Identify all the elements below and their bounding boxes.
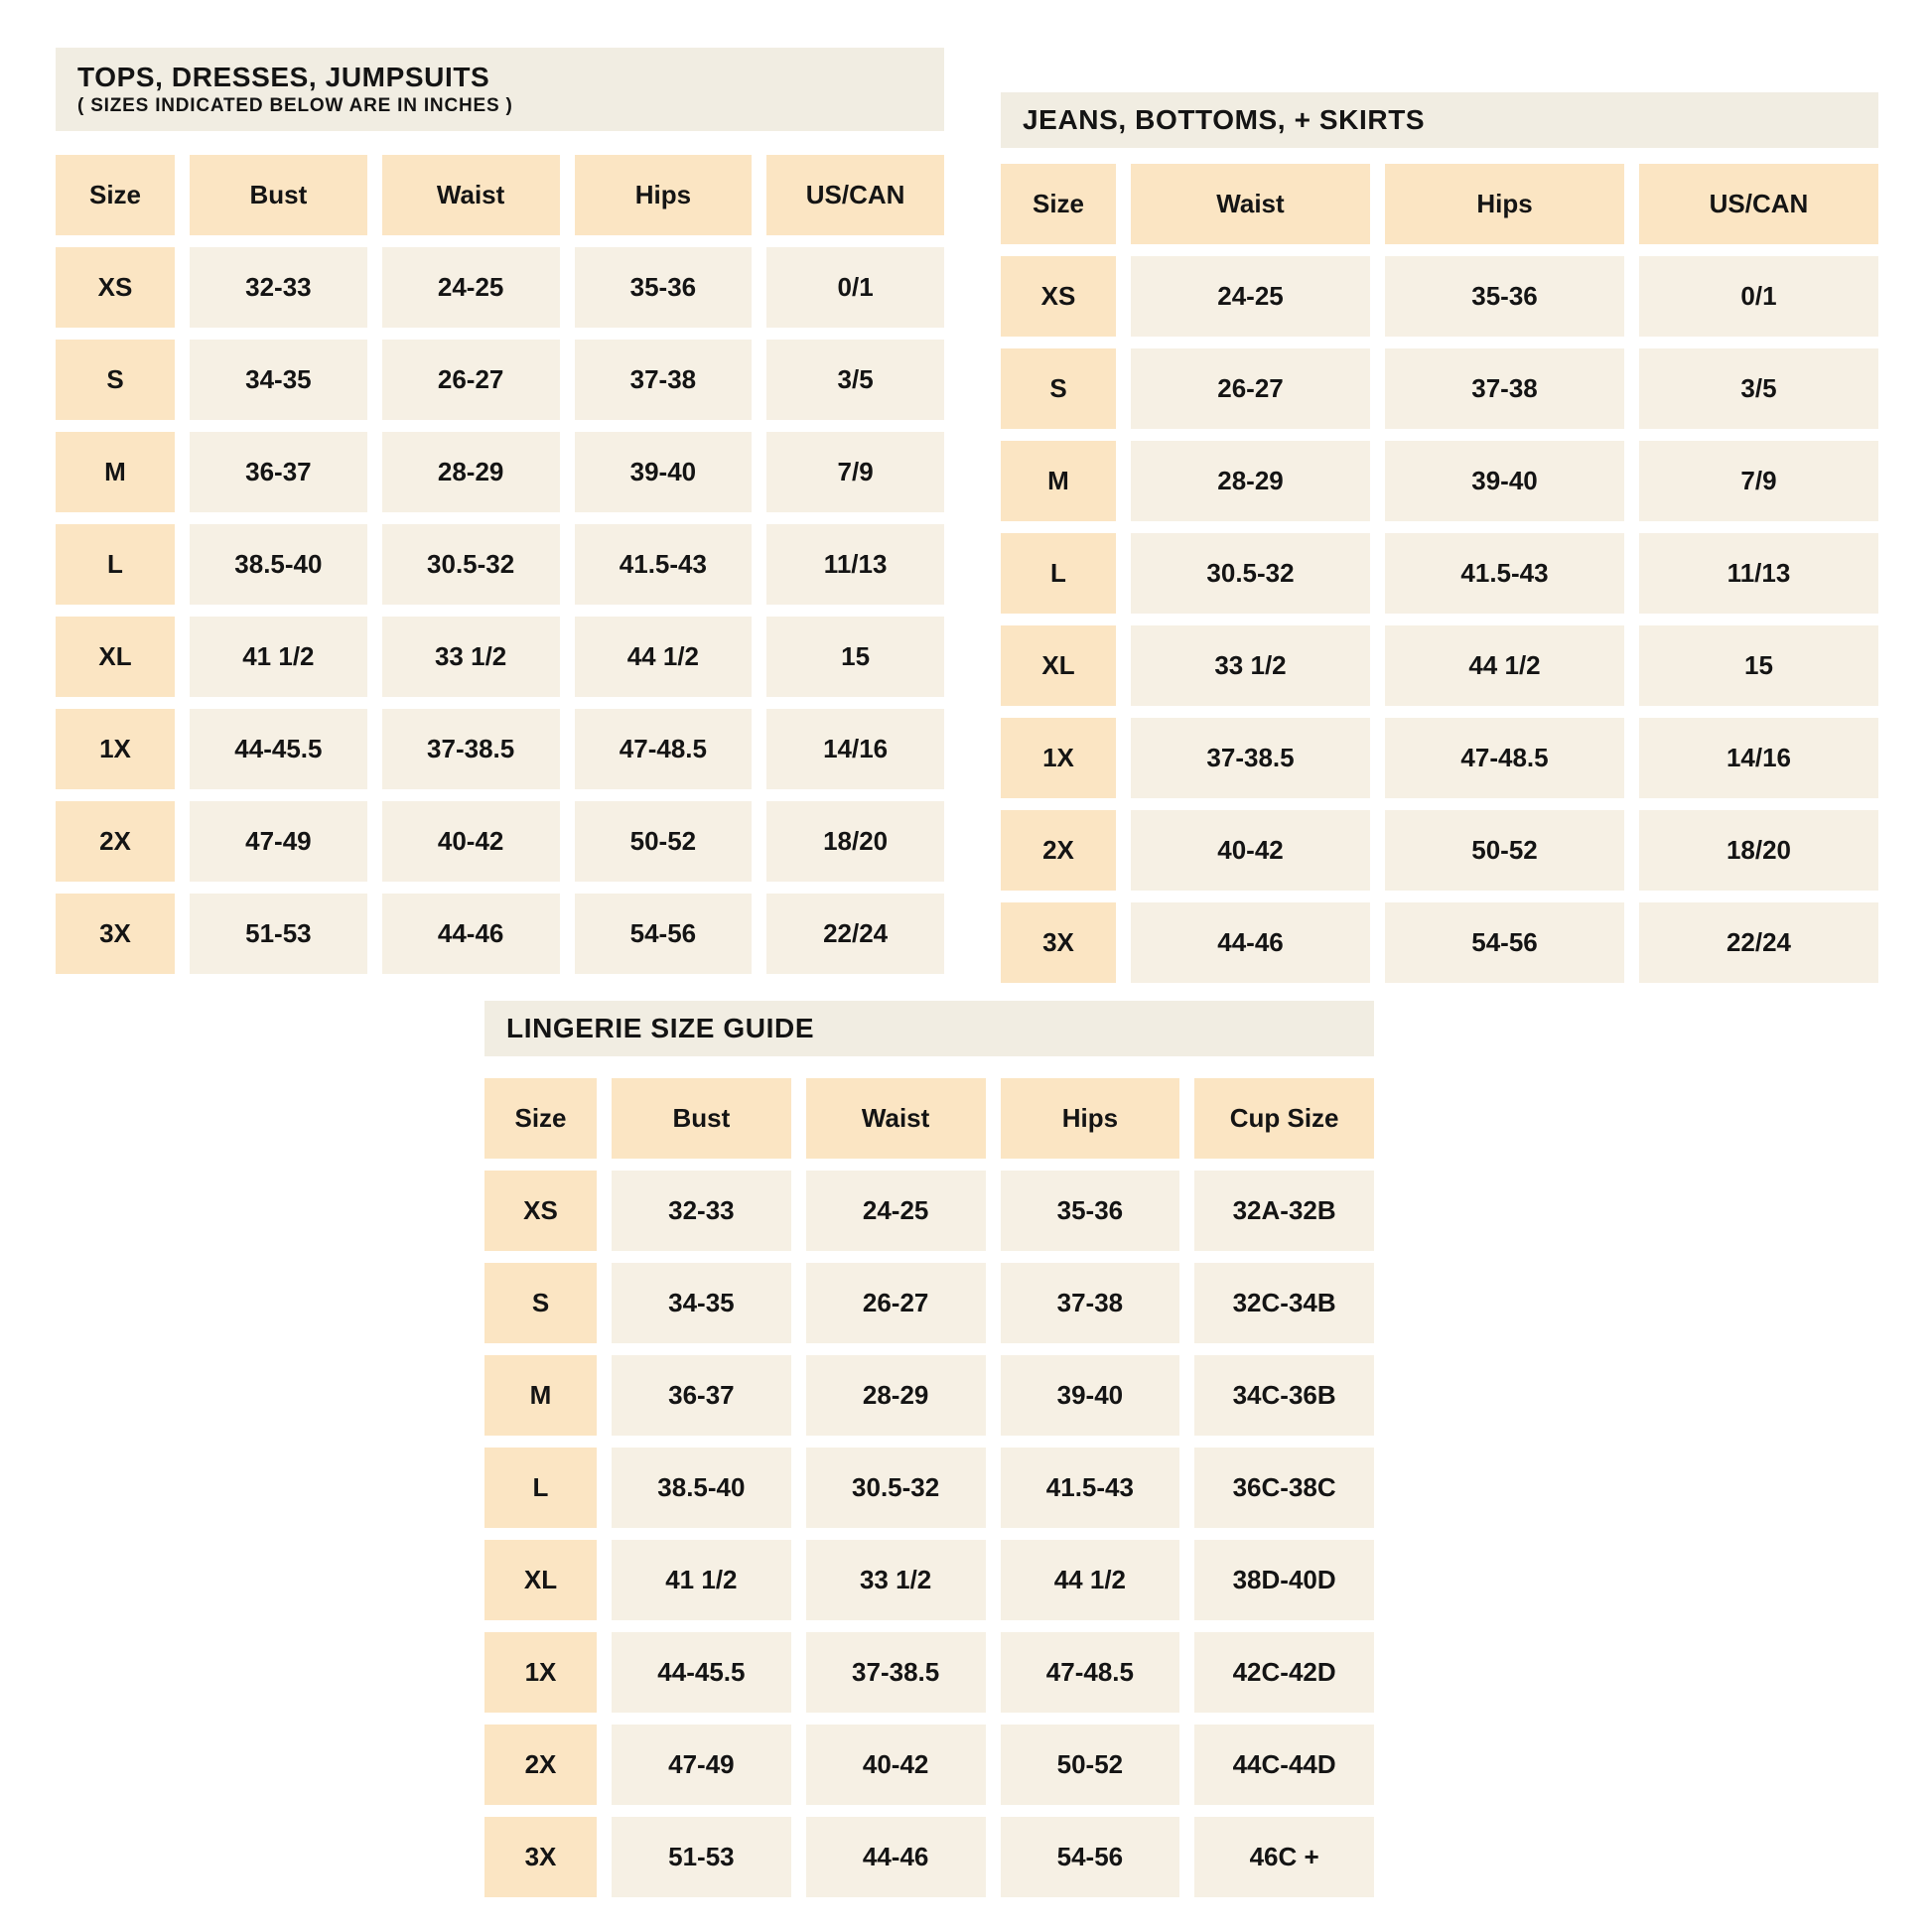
jeans-value-cell-hips-row-6: 47-48.5: [1385, 718, 1624, 798]
jeans-size-cell-1x: 1X: [1001, 718, 1116, 798]
lingerie-value-cell-hips-row-7: 50-52: [1001, 1725, 1180, 1805]
lingerie-value-cell-waist-row-2: 26-27: [806, 1263, 986, 1343]
lingerie-grid: [484, 1078, 1374, 1897]
tops-value-cell-hips-row-5: 44 1/2: [575, 617, 753, 697]
lingerie-value-cell-waist-row-3: 28-29: [806, 1355, 986, 1436]
lingerie-size-cell-s: S: [484, 1263, 597, 1343]
tops-value-cell-us-can-row-8: 22/24: [766, 894, 944, 974]
tops-value-cell-waist-row-8: 44-46: [382, 894, 560, 974]
jeans-value-cell-us-can-row-7: 18/20: [1639, 810, 1878, 891]
jeans-value-cell-waist-row-1: 24-25: [1131, 256, 1370, 337]
tops-column-header-size: Size: [56, 155, 175, 235]
jeans-value-cell-waist-row-4: 30.5-32: [1131, 533, 1370, 614]
jeans-value-cell-hips-row-2: 37-38: [1385, 348, 1624, 429]
lingerie-value-cell-waist-row-1: 24-25: [806, 1171, 986, 1251]
lingerie-table-title: LINGERIE SIZE GUIDE: [506, 1013, 815, 1043]
lingerie-size-cell-l: L: [484, 1448, 597, 1528]
jeans-value-cell-hips-row-4: 41.5-43: [1385, 533, 1624, 614]
lingerie-value-cell-hips-row-6: 47-48.5: [1001, 1632, 1180, 1713]
lingerie-column-header-bust: Bust: [612, 1078, 791, 1159]
tops-size-cell-2x: 2X: [56, 801, 175, 882]
jeans-value-cell-hips-row-3: 39-40: [1385, 441, 1624, 521]
lingerie-value-cell-cup-size-row-4: 36C-38C: [1194, 1448, 1374, 1528]
tops-value-cell-hips-row-7: 50-52: [575, 801, 753, 882]
jeans-value-cell-hips-row-1: 35-36: [1385, 256, 1624, 337]
lingerie-size-cell-m: M: [484, 1355, 597, 1436]
jeans-size-cell-3x: 3X: [1001, 902, 1116, 983]
tops-size-cell-3x: 3X: [56, 894, 175, 974]
jeans-size-cell-xl: XL: [1001, 625, 1116, 706]
tops-size-cell-l: L: [56, 524, 175, 605]
jeans-value-cell-us-can-row-3: 7/9: [1639, 441, 1878, 521]
tops-table-subtitle: ( SIZES INDICATED BELOW ARE IN INCHES ): [77, 95, 513, 116]
tops-size-cell-xl: XL: [56, 617, 175, 697]
tops-value-cell-bust-row-3: 36-37: [190, 432, 367, 512]
lingerie-value-cell-hips-row-8: 54-56: [1001, 1817, 1180, 1897]
tops-value-cell-us-can-row-6: 14/16: [766, 709, 944, 789]
tops-value-cell-waist-row-3: 28-29: [382, 432, 560, 512]
tops-value-cell-waist-row-1: 24-25: [382, 247, 560, 328]
lingerie-size-cell-3x: 3X: [484, 1817, 597, 1897]
lingerie-value-cell-cup-size-row-7: 44C-44D: [1194, 1725, 1374, 1805]
jeans-title-box: [1001, 92, 1878, 148]
lingerie-column-header-cup-size: Cup Size: [1194, 1078, 1374, 1159]
jeans-column-header-size: Size: [1001, 164, 1116, 244]
jeans-size-cell-xs: XS: [1001, 256, 1116, 337]
tops-value-cell-waist-row-5: 33 1/2: [382, 617, 560, 697]
jeans-value-cell-hips-row-5: 44 1/2: [1385, 625, 1624, 706]
lingerie-value-cell-bust-row-4: 38.5-40: [612, 1448, 791, 1528]
tops-value-cell-us-can-row-4: 11/13: [766, 524, 944, 605]
jeans-column-header-us-can: US/CAN: [1639, 164, 1878, 244]
lingerie-value-cell-bust-row-2: 34-35: [612, 1263, 791, 1343]
jeans-value-cell-us-can-row-1: 0/1: [1639, 256, 1878, 337]
jeans-value-cell-waist-row-2: 26-27: [1131, 348, 1370, 429]
tops-value-cell-hips-row-2: 37-38: [575, 340, 753, 420]
tops-value-cell-us-can-row-7: 18/20: [766, 801, 944, 882]
tops-size-cell-1x: 1X: [56, 709, 175, 789]
lingerie-value-cell-bust-row-8: 51-53: [612, 1817, 791, 1897]
lingerie-value-cell-bust-row-6: 44-45.5: [612, 1632, 791, 1713]
tops-value-cell-bust-row-2: 34-35: [190, 340, 367, 420]
jeans-column-header-waist: Waist: [1131, 164, 1370, 244]
lingerie-size-cell-1x: 1X: [484, 1632, 597, 1713]
lingerie-value-cell-waist-row-4: 30.5-32: [806, 1448, 986, 1528]
tops-column-header-hips: Hips: [575, 155, 753, 235]
tops-value-cell-hips-row-6: 47-48.5: [575, 709, 753, 789]
tops-value-cell-hips-row-3: 39-40: [575, 432, 753, 512]
lingerie-value-cell-cup-size-row-5: 38D-40D: [1194, 1540, 1374, 1620]
jeans-grid: [1001, 164, 1878, 983]
lingerie-column-header-hips: Hips: [1001, 1078, 1180, 1159]
tops-size-cell-m: M: [56, 432, 175, 512]
jeans-value-cell-waist-row-6: 37-38.5: [1131, 718, 1370, 798]
tops-value-cell-waist-row-2: 26-27: [382, 340, 560, 420]
tops-grid: [56, 155, 944, 974]
lingerie-value-cell-bust-row-5: 41 1/2: [612, 1540, 791, 1620]
lingerie-value-cell-cup-size-row-6: 42C-42D: [1194, 1632, 1374, 1713]
jeans-value-cell-hips-row-7: 50-52: [1385, 810, 1624, 891]
tops-value-cell-us-can-row-2: 3/5: [766, 340, 944, 420]
tops-value-cell-us-can-row-5: 15: [766, 617, 944, 697]
jeans-value-cell-us-can-row-8: 22/24: [1639, 902, 1878, 983]
jeans-size-cell-m: M: [1001, 441, 1116, 521]
tops-size-cell-s: S: [56, 340, 175, 420]
lingerie-column-header-size: Size: [484, 1078, 597, 1159]
lingerie-value-cell-hips-row-2: 37-38: [1001, 1263, 1180, 1343]
jeans-value-cell-hips-row-8: 54-56: [1385, 902, 1624, 983]
jeans-value-cell-us-can-row-5: 15: [1639, 625, 1878, 706]
lingerie-value-cell-waist-row-5: 33 1/2: [806, 1540, 986, 1620]
tops-size-table: [56, 48, 944, 974]
tops-value-cell-waist-row-6: 37-38.5: [382, 709, 560, 789]
tops-value-cell-bust-row-4: 38.5-40: [190, 524, 367, 605]
lingerie-value-cell-waist-row-7: 40-42: [806, 1725, 986, 1805]
tops-value-cell-waist-row-7: 40-42: [382, 801, 560, 882]
tops-value-cell-hips-row-4: 41.5-43: [575, 524, 753, 605]
lingerie-value-cell-bust-row-1: 32-33: [612, 1171, 791, 1251]
lingerie-value-cell-bust-row-3: 36-37: [612, 1355, 791, 1436]
lingerie-value-cell-hips-row-5: 44 1/2: [1001, 1540, 1180, 1620]
lingerie-size-table: [484, 1001, 1374, 1897]
tops-value-cell-bust-row-7: 47-49: [190, 801, 367, 882]
lingerie-value-cell-hips-row-4: 41.5-43: [1001, 1448, 1180, 1528]
lingerie-value-cell-hips-row-1: 35-36: [1001, 1171, 1180, 1251]
tops-value-cell-bust-row-1: 32-33: [190, 247, 367, 328]
tops-value-cell-waist-row-4: 30.5-32: [382, 524, 560, 605]
lingerie-title-box: [484, 1001, 1374, 1056]
tops-column-header-us-can: US/CAN: [766, 155, 944, 235]
jeans-value-cell-us-can-row-6: 14/16: [1639, 718, 1878, 798]
lingerie-column-header-waist: Waist: [806, 1078, 986, 1159]
jeans-table-title: JEANS, BOTTOMS, + SKIRTS: [1023, 104, 1426, 135]
jeans-size-cell-2x: 2X: [1001, 810, 1116, 891]
jeans-value-cell-waist-row-7: 40-42: [1131, 810, 1370, 891]
jeans-value-cell-waist-row-8: 44-46: [1131, 902, 1370, 983]
lingerie-value-cell-bust-row-7: 47-49: [612, 1725, 791, 1805]
lingerie-value-cell-cup-size-row-3: 34C-36B: [1194, 1355, 1374, 1436]
tops-value-cell-us-can-row-3: 7/9: [766, 432, 944, 512]
jeans-value-cell-waist-row-3: 28-29: [1131, 441, 1370, 521]
lingerie-size-cell-2x: 2X: [484, 1725, 597, 1805]
tops-value-cell-hips-row-1: 35-36: [575, 247, 753, 328]
tops-size-cell-xs: XS: [56, 247, 175, 328]
jeans-value-cell-waist-row-5: 33 1/2: [1131, 625, 1370, 706]
lingerie-size-cell-xs: XS: [484, 1171, 597, 1251]
jeans-value-cell-us-can-row-2: 3/5: [1639, 348, 1878, 429]
jeans-size-table: [1001, 92, 1878, 983]
jeans-column-header-hips: Hips: [1385, 164, 1624, 244]
jeans-size-cell-l: L: [1001, 533, 1116, 614]
jeans-value-cell-us-can-row-4: 11/13: [1639, 533, 1878, 614]
tops-value-cell-bust-row-8: 51-53: [190, 894, 367, 974]
lingerie-value-cell-waist-row-8: 44-46: [806, 1817, 986, 1897]
lingerie-size-cell-xl: XL: [484, 1540, 597, 1620]
lingerie-value-cell-cup-size-row-8: 46C +: [1194, 1817, 1374, 1897]
lingerie-value-cell-hips-row-3: 39-40: [1001, 1355, 1180, 1436]
jeans-size-cell-s: S: [1001, 348, 1116, 429]
tops-value-cell-bust-row-5: 41 1/2: [190, 617, 367, 697]
lingerie-value-cell-cup-size-row-2: 32C-34B: [1194, 1263, 1374, 1343]
tops-table-title: TOPS, DRESSES, JUMPSUITS: [77, 62, 490, 92]
tops-column-header-waist: Waist: [382, 155, 560, 235]
lingerie-value-cell-waist-row-6: 37-38.5: [806, 1632, 986, 1713]
lingerie-value-cell-cup-size-row-1: 32A-32B: [1194, 1171, 1374, 1251]
tops-value-cell-bust-row-6: 44-45.5: [190, 709, 367, 789]
tops-title-box: [56, 48, 944, 131]
tops-value-cell-us-can-row-1: 0/1: [766, 247, 944, 328]
tops-column-header-bust: Bust: [190, 155, 367, 235]
tops-value-cell-hips-row-8: 54-56: [575, 894, 753, 974]
